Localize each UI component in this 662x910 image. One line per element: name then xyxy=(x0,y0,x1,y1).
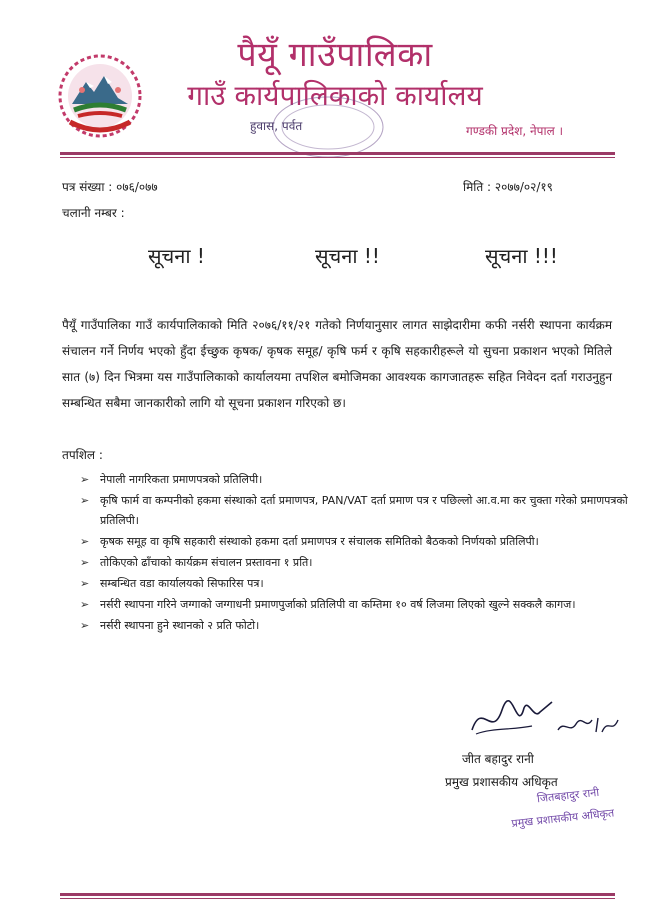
list-item-text: कृषक समूह वा कृषि सहकारी संस्थाको हकमा दर्ता प्रमाणपत्र र संचालक समितिको बैठकको निर्णयको प्रतिलिपी। xyxy=(100,535,539,548)
arrow-bullet-icon: ➢ xyxy=(80,598,90,611)
list-item xyxy=(80,595,635,615)
footer-divider-thin xyxy=(60,898,615,899)
list-item xyxy=(80,532,635,552)
requirements-list xyxy=(80,470,635,637)
official-stamp-icon xyxy=(488,780,633,835)
list-item xyxy=(80,574,635,594)
details-heading: तपशिल : xyxy=(62,448,103,462)
signature-image xyxy=(462,690,622,750)
notice-heading-1: सूचना ! xyxy=(148,244,205,268)
office-name: गाउँ कार्यपालिकाको कार्यालय xyxy=(187,79,483,112)
list-item xyxy=(80,491,635,531)
header-divider-thin xyxy=(60,157,615,158)
office-address: हुवास, पर्वत xyxy=(250,119,303,133)
arrow-bullet-icon: ➢ xyxy=(80,473,90,486)
list-item xyxy=(80,616,635,636)
svg-text:जितबहादुर रानी: जितबहादुर रानी xyxy=(536,785,600,806)
province-label: गण्डकी प्रदेश, नेपाल । xyxy=(466,124,564,138)
letter-date: मिति : २०७७/०२/१९ xyxy=(463,180,553,194)
list-item xyxy=(80,470,635,490)
footer-divider xyxy=(60,893,615,896)
arrow-bullet-icon: ➢ xyxy=(80,619,90,632)
list-item-text: तोकिएको ढाँचाको कार्यक्रम संचालन प्रस्तावना १ प्रति। xyxy=(100,556,313,569)
list-item xyxy=(80,553,635,573)
dispatch-number: चलानी नम्बर : xyxy=(62,206,125,220)
arrow-bullet-icon: ➢ xyxy=(80,494,90,507)
notice-body: पैयूँ गाउँपालिका गाउँ कार्यपालिकाको मिति २०७६/११/२१ गतेको निर्णयानुसार लागत साझेदारीमा कफी नर्सरी स्थापना कार्यक्रम संचालन गर्ने निर्णय भएको हुँदा ईच्छुक कृषक/ कृषक समूह/ कृषि फर्म र कृषि सहकारीहरूले यो सुचना प्रकाशन भएको मितिले सात (७) दिन भित्रमा यस गाउँपालिकाको कार्यालयमा तपशिल बमोजिमका आवश्यक कागजातहरू सहित निवेदन दर्ता गराउनुहुन सम्बन्धित सबैमा जानकारीको लागि यो सूचना प्रकाशन गरिएको छ। xyxy=(62,318,612,410)
list-item-text: नेपाली नागरिकता प्रमाणपत्रको प्रतिलिपी। xyxy=(100,473,263,486)
notice-heading-2: सूचना !! xyxy=(315,244,380,268)
list-item-text: नर्सरी स्थापना हुने स्थानको २ प्रति फोटो। xyxy=(100,619,260,632)
arrow-bullet-icon: ➢ xyxy=(80,556,90,569)
signatory-designation: प्रमुख प्रशासकीय अधिकृत xyxy=(445,775,558,789)
svg-text:प्रमुख प्रशासकीय अधिकृत: प्रमुख प्रशासकीय अधिकृत xyxy=(510,806,615,831)
arrow-bullet-icon: ➢ xyxy=(80,577,90,590)
header-divider xyxy=(60,152,615,155)
list-item-text: नर्सरी स्थापना गरिने जग्गाको जग्गाधनी प्रमाणपुर्जाको प्रतिलिपी वा कम्तिमा १० वर्ष लिजमा लिएको खुल्ने सक्कलै कागज। xyxy=(100,598,576,611)
reference-number: पत्र संख्या : ०७६/०७७ xyxy=(62,180,158,194)
notice-heading-3: सूचना !!! xyxy=(485,244,558,268)
signatory-name: जीत बहादुर रानी xyxy=(462,752,534,766)
nepal-emblem-icon xyxy=(52,52,148,140)
list-item-text: सम्बन्धित वडा कार्यालयको सिफारिस पत्र। xyxy=(100,577,264,590)
municipality-name: पैयूँ गाउँपालिका xyxy=(237,35,433,75)
list-item-text: कृषि फार्म वा कम्पनीको हकमा संस्थाको दर्ता प्रमाणपत्र, PAN/VAT दर्ता प्रमाण पत्र र पछिल्लो आ.व.मा कर चुक्ता गरेको प्रमाणपत्रको प्रतिलिपी। xyxy=(100,494,628,527)
arrow-bullet-icon: ➢ xyxy=(80,535,90,548)
